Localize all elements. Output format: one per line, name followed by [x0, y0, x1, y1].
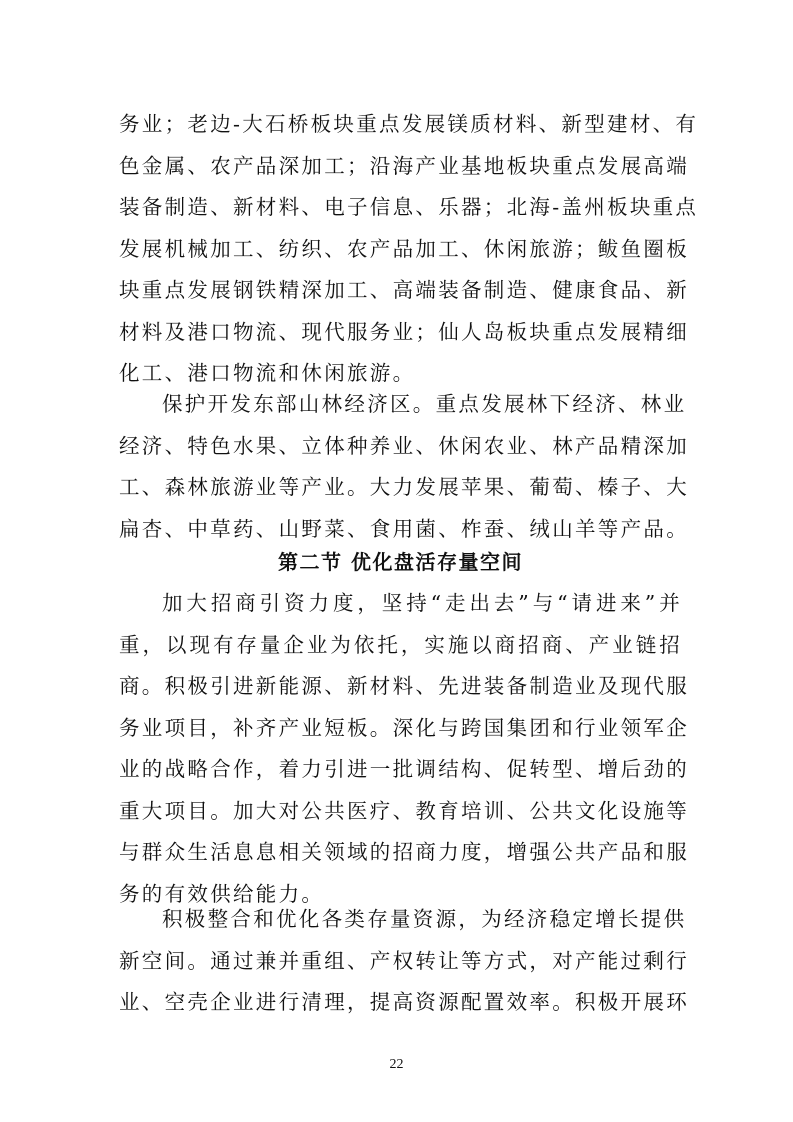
- text-line: 与群众生活息息相关领域的招商力度，增强公共产品和服: [119, 840, 689, 864]
- text-line: 化工、港口物流和休闲旅游。: [119, 361, 416, 385]
- text-line: 加大招商引资力度，坚持“走出去”与“请进来”并: [162, 591, 682, 615]
- section-heading: 第二节 优化盘活存量空间: [278, 550, 523, 574]
- text-line: 扁杏、中草药、山野菜、食用菌、柞蚕、绒山羊等产品。: [119, 516, 689, 541]
- text-line: 经济、特色水果、立体种养业、休闲农业、林产品精深加: [119, 433, 689, 458]
- text-line: 务业项目，补齐产业短板。深化与跨国集团和行业领军企: [119, 715, 689, 740]
- text-line: 业的战略合作，着力引进一批调结构、促转型、增后劲的: [119, 757, 689, 781]
- text-line: 工、森林旅游业等产业。大力发展苹果、葡萄、榛子、大: [119, 475, 689, 499]
- page-number: 22: [389, 1057, 404, 1072]
- text-line: 务的有效供给能力。: [119, 881, 325, 906]
- paragraph-western-plates: [119, 104, 699, 395]
- text-line: 发展机械加工、纺织、农产品加工、休闲旅游；鲅鱼圈板: [119, 236, 689, 261]
- text-line: 务业；老边-大石桥板块重点发展镁质材料、新型建材、有: [119, 112, 699, 136]
- paragraph-eastern-forest-zone: [119, 384, 689, 550]
- text-line: 重大项目。加大对公共医疗、教育培训、公共文化设施等: [119, 798, 689, 823]
- text-line: 重，以现有存量企业为依托，实施以商招商、产业链招: [119, 632, 682, 657]
- text-line: 材料及港口物流、现代服务业；仙人岛板块重点发展精细: [119, 319, 689, 344]
- text-line: 保护开发东部山林经济区。重点发展林下经济、林业: [162, 392, 687, 416]
- text-line: 积极整合和优化各类存量资源，为经济稳定增长提供: [162, 907, 687, 931]
- text-line: 商。积极引进新能源、新材料、先进装备制造业及现代服: [119, 674, 689, 698]
- text-line: 块重点发展钢铁精深加工、高端装备制造、健康食品、新: [119, 278, 689, 302]
- paragraph-stock-resources: [119, 899, 689, 1024]
- text-line: 业、空壳企业进行清理，提高资源配置效率。积极开展环: [119, 990, 689, 1014]
- text-line: 装备制造、新材料、电子信息、乐器；北海-盖州板块重点: [119, 195, 699, 219]
- text-line: 色金属、农产品深加工；沿海产业基地板块重点发展高端: [119, 153, 689, 178]
- paragraph-investment: [119, 583, 689, 915]
- text-line: 新空间。通过兼并重组、产权转让等方式，对产能过剩行: [119, 948, 689, 973]
